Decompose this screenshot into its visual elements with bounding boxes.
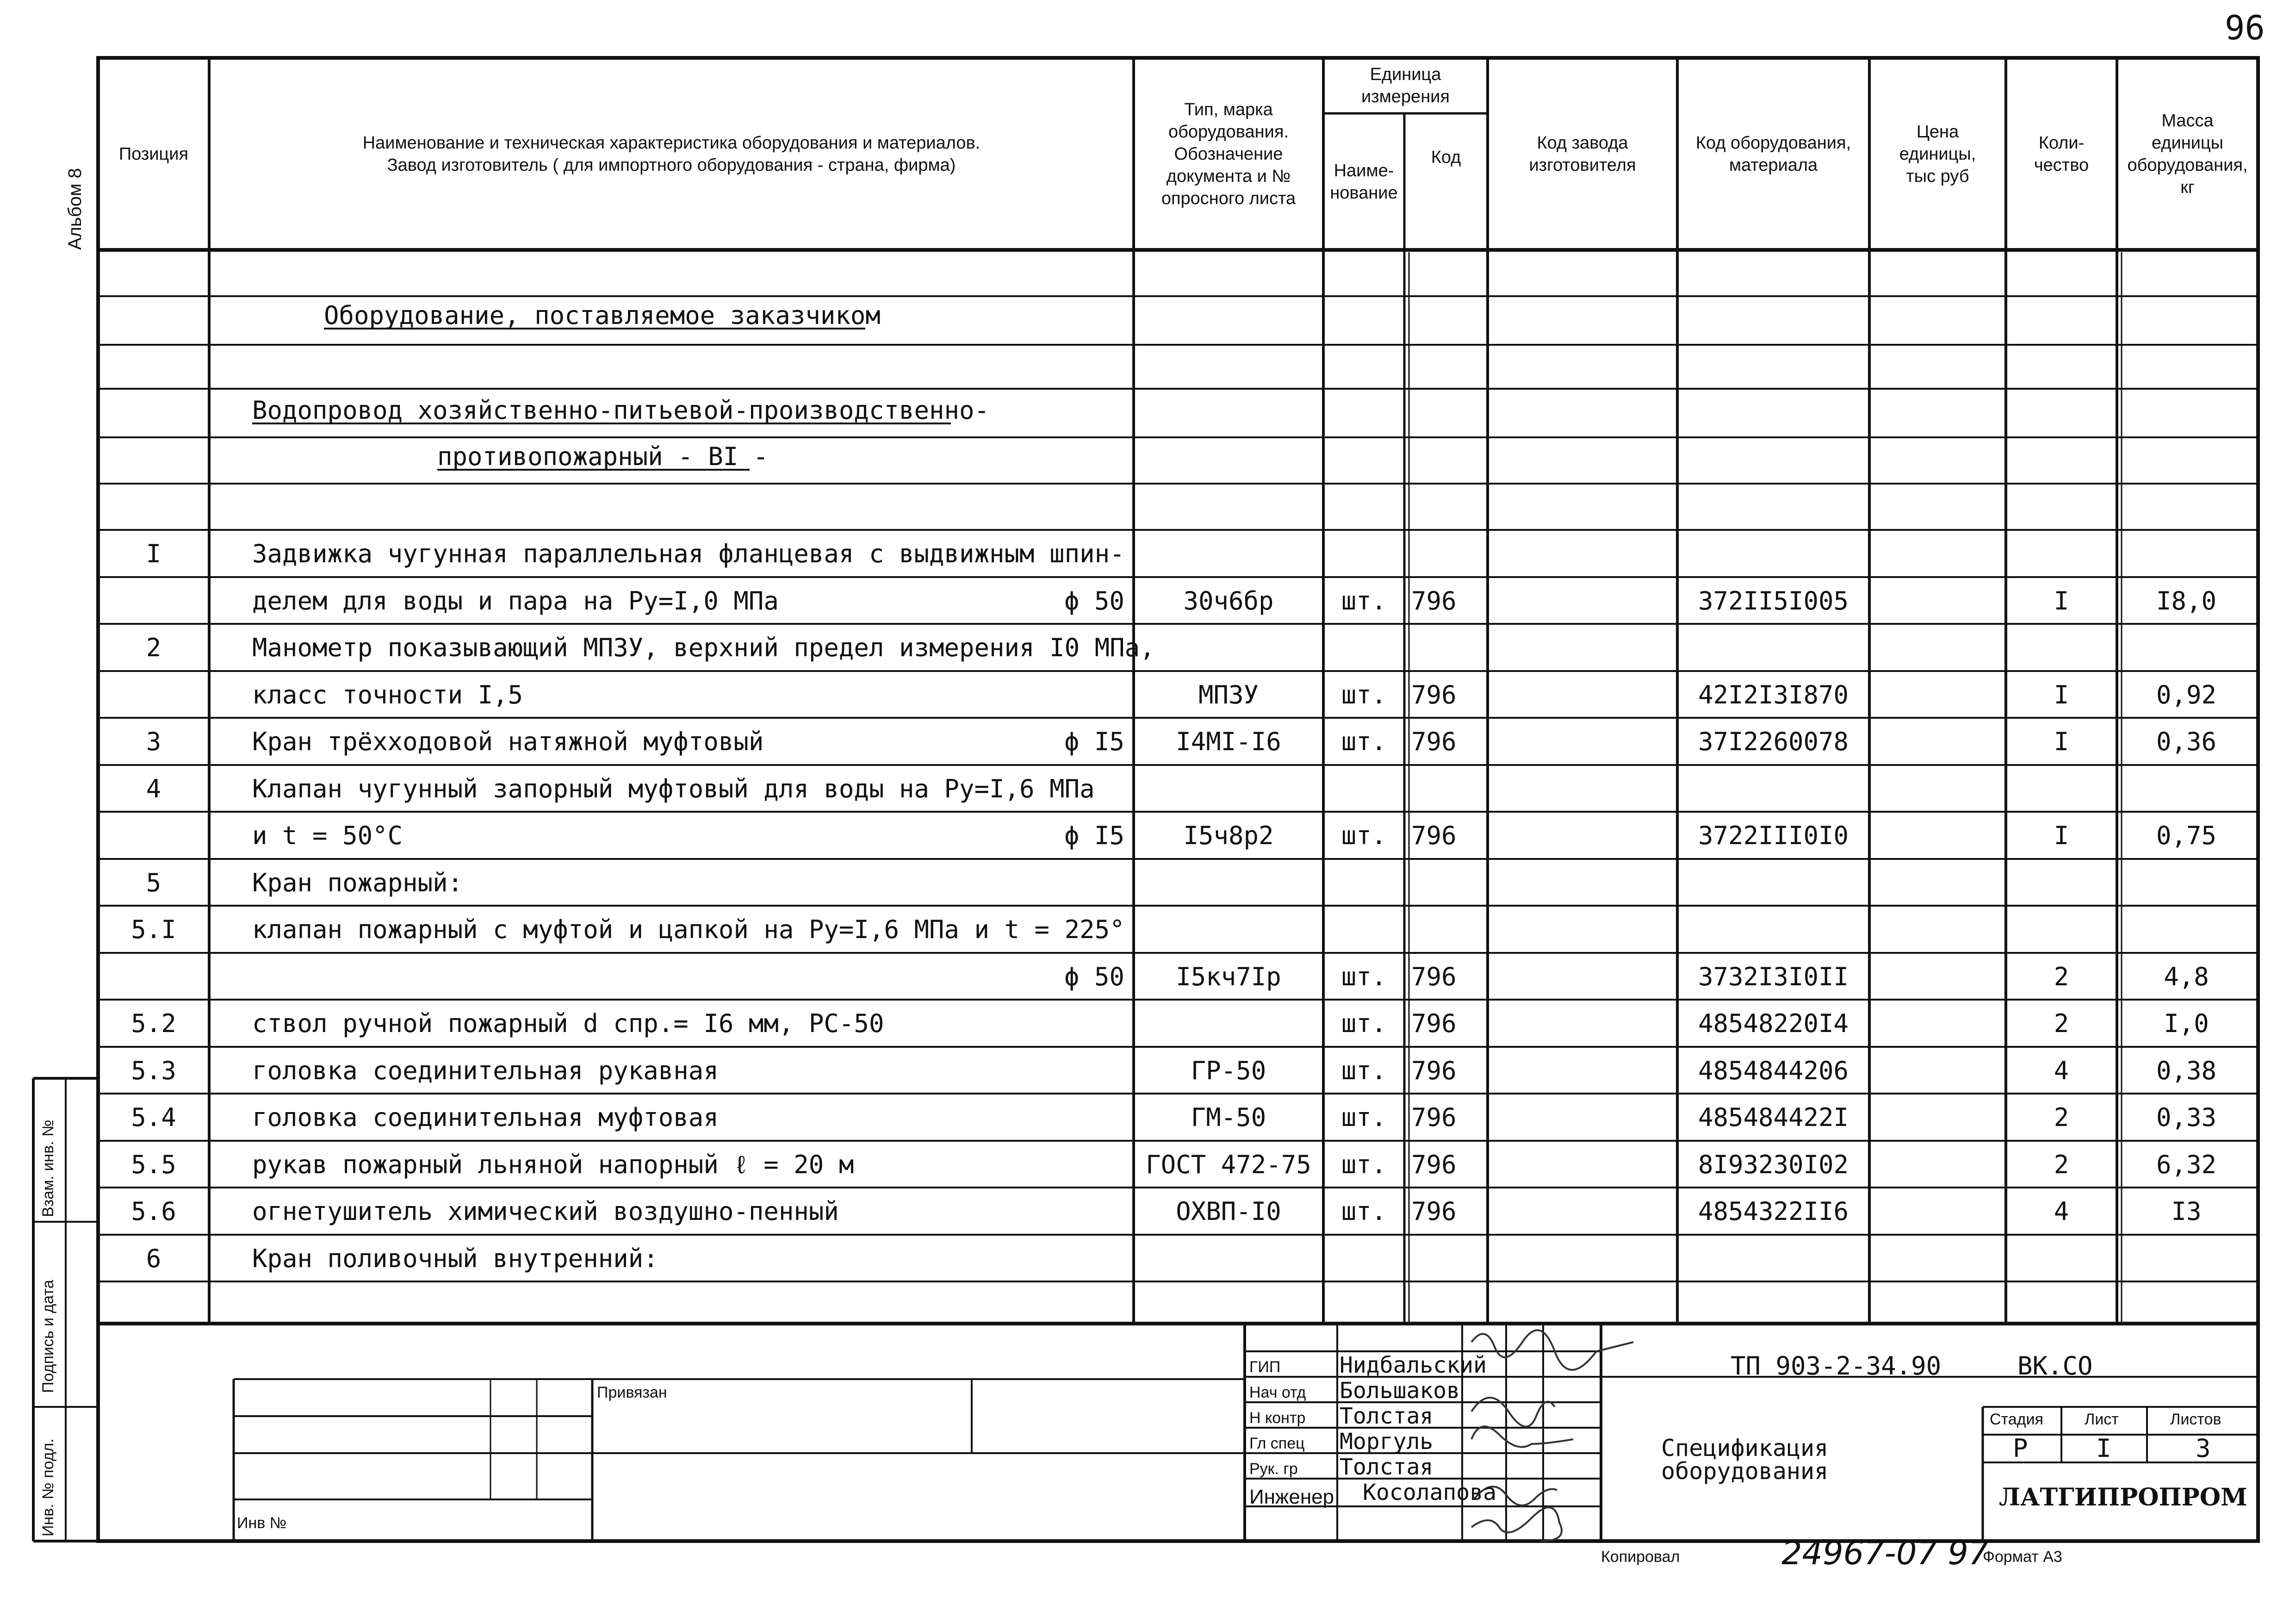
cell-unit: шт.: [1341, 1197, 1387, 1226]
cell-unit: шт.: [1341, 1103, 1387, 1132]
title-role: ГИП: [1249, 1358, 1281, 1376]
cell-mass: 0,33: [2156, 1103, 2217, 1132]
table-row: [0, 765, 2296, 812]
cell-equip-code: 37I2260078: [1698, 727, 1849, 756]
cell-type: I4MI-I6: [1176, 727, 1281, 756]
cell-type: ГР-50: [1191, 1056, 1266, 1085]
table-row: [0, 577, 2296, 624]
stage-value: Р: [2013, 1434, 2028, 1463]
cell-position: 2: [146, 633, 161, 662]
cell-name: Кран пожарный:: [252, 868, 463, 897]
col-header-unit-code: Код: [1431, 148, 1461, 167]
col-header-plant-code: Код завода изготовителя: [1529, 133, 1636, 175]
cell-name: головка соединительная муфтовая: [252, 1103, 719, 1132]
title-role: Рук. гр: [1249, 1460, 1298, 1478]
title-signer-name: Толстая: [1340, 1454, 1433, 1480]
cell-qty: I: [2054, 586, 2069, 616]
cell-name: Кран поливочный внутренний:: [252, 1244, 658, 1273]
cell-equip-code: 4854844206: [1698, 1056, 1849, 1085]
cell-diameter: ϕ 50: [1064, 586, 1124, 616]
doc-title-2: оборудования: [1661, 1458, 1829, 1485]
cell-unit-code: 796: [1411, 586, 1457, 616]
cell-type: ОХВП-I0: [1176, 1197, 1281, 1226]
cell-position: 5.5: [131, 1150, 176, 1179]
cell-name: рукав пожарный льняной напорный ℓ = 20 м: [252, 1150, 854, 1179]
table-row: [0, 906, 2296, 953]
cell-name: Клапан чугунный запорный муфтовый для воды на Ру=I,6 МПа: [252, 774, 1095, 803]
cell-position: 3: [146, 727, 161, 756]
table-row: [0, 1188, 2296, 1235]
table-row: [0, 812, 2296, 859]
title-role: Нач отд: [1249, 1384, 1306, 1401]
cell-mass: I8,0: [2156, 586, 2217, 616]
cell-equip-code: 42I2I3I870: [1698, 680, 1849, 709]
side-label-podpis: Подпись и дата: [39, 1280, 57, 1393]
cell-qty: 4: [2054, 1197, 2069, 1226]
cell-qty: I: [2054, 727, 2069, 756]
side-label-vzam: Взам. инв. №: [39, 1119, 57, 1217]
cell-equip-code: 3722III0I0: [1698, 821, 1849, 850]
table-row: [0, 859, 2296, 906]
sheets-label: Листов: [2170, 1411, 2222, 1428]
cell-name: ствол ручной пожарный d спр.= I6 мм, РС-50: [252, 1009, 884, 1038]
title-signer-name: Большаков: [1340, 1378, 1460, 1404]
cell-qty: I: [2054, 680, 2069, 709]
doc-code: ТП 903-2-34.90: [1731, 1351, 1942, 1380]
cell-unit: шт.: [1341, 727, 1387, 756]
cell-diameter: ϕ I5: [1064, 727, 1124, 756]
doc-title-1: Спецификация: [1661, 1435, 1829, 1461]
cell-equip-code: 372II5I005: [1698, 586, 1849, 616]
cell-name: Манометр показывающий МПЗУ, верхний предел измерения I0 МПа,: [252, 633, 1155, 662]
cell-qty: 2: [2054, 962, 2069, 991]
title-signer-name: Косолапова: [1363, 1480, 1496, 1505]
cell-position: 4: [146, 774, 161, 803]
cell-unit-code: 796: [1411, 1103, 1457, 1132]
table-row: [0, 530, 2296, 577]
org-name: ЛАТГИПРОПРОМ: [1999, 1483, 2247, 1511]
cell-qty: 2: [2054, 1009, 2069, 1038]
cell-unit: шт.: [1341, 680, 1387, 709]
col-header-position: Позиция: [118, 144, 189, 164]
col-header-qty: Коли- чество: [2034, 133, 2089, 175]
table-row: [0, 1047, 2296, 1094]
cell-position: 5.6: [131, 1197, 176, 1226]
cell-equip-code: 8I93230I02: [1698, 1150, 1849, 1179]
cell-qty: 2: [2054, 1103, 2069, 1132]
cell-equip-code: 3732I3I0II: [1698, 962, 1849, 991]
cell-unit: шт.: [1341, 1009, 1387, 1038]
sheets-value: 3: [2196, 1434, 2211, 1463]
table-row: [0, 953, 2296, 1000]
col-header-unit-name: Наиме- нование: [1330, 161, 1398, 203]
cell-type: ГОСТ 472-75: [1146, 1150, 1311, 1179]
title-role: Н контр: [1249, 1409, 1306, 1427]
title-role: Инженер: [1249, 1486, 1334, 1508]
cell-equip-code: 485484422I: [1698, 1103, 1849, 1132]
cell-name: огнетушитель химический воздушно-пенный: [252, 1197, 839, 1226]
cell-position: 5.2: [131, 1009, 176, 1038]
cell-name: делем для воды и пара на Ру=I,0 МПа: [252, 586, 779, 616]
cell-unit-code: 796: [1411, 821, 1457, 850]
table-row: [0, 624, 2296, 671]
side-label-inv: Инв. № подл.: [39, 1438, 57, 1536]
cell-position: 5: [146, 868, 161, 897]
col-header-equip-code: Код оборудования, материала: [1695, 133, 1851, 175]
cell-position: 6: [146, 1244, 161, 1273]
cell-unit-code: 796: [1411, 680, 1457, 709]
cell-name: головка соединительная рукавная: [252, 1056, 719, 1085]
title-signer-name: Моргуль: [1340, 1429, 1433, 1455]
table-row: [0, 1000, 2296, 1047]
section-title-water-2: противопожарный - BI -: [437, 442, 769, 471]
archive-number: 24967-07 97: [1781, 1534, 1989, 1572]
cell-type: I5ч8р2: [1183, 821, 1274, 850]
table-row: [0, 1141, 2296, 1188]
col-header-type: Тип, марка оборудования. Обозначение документа и № опросного листа: [1161, 99, 1296, 208]
table-row: [0, 1235, 2296, 1282]
cell-mass: 4,8: [2164, 962, 2209, 991]
table-row: [0, 1094, 2296, 1141]
copied-label: Копировал: [1601, 1548, 1680, 1566]
cell-mass: I3: [2171, 1197, 2202, 1226]
title-signer-name: Толстая: [1340, 1403, 1433, 1429]
cell-unit: шт.: [1341, 821, 1387, 850]
cell-position: 5.3: [131, 1056, 176, 1085]
cell-unit: шт.: [1341, 1056, 1387, 1085]
cell-name: класс точности I,5: [252, 680, 523, 709]
cell-mass: I,0: [2164, 1009, 2209, 1038]
doc-mark: ВК.СО: [2017, 1351, 2093, 1380]
cell-diameter: ϕ I5: [1064, 821, 1124, 850]
cell-mass: 0,38: [2156, 1056, 2217, 1085]
sheet-label: Лист: [2085, 1411, 2119, 1428]
col-header-unit-group: Единица измерения: [1361, 65, 1450, 106]
sheet-number: 96: [2225, 8, 2265, 47]
section-title-water-1: Водопровод хозяйственно-питьевой-производственно-: [252, 396, 990, 425]
signatures: [1471, 1330, 1633, 1541]
cell-unit: шт.: [1341, 962, 1387, 991]
cell-position: I: [146, 539, 161, 568]
cell-type: 30ч6бр: [1183, 586, 1274, 616]
cell-mass: 0,75: [2156, 821, 2217, 850]
cell-unit: шт.: [1341, 586, 1387, 616]
cell-unit-code: 796: [1411, 1009, 1457, 1038]
cell-mass: 6,32: [2156, 1150, 2217, 1179]
inv-no-label: Инв №: [237, 1514, 287, 1532]
col-header-name: Наименование и техническая характеристика оборудования и материалов. Завод изготовитель ( для импортного оборудования - страна, фирма): [362, 133, 980, 175]
cell-type: I5кч7Iр: [1176, 962, 1281, 991]
table-row: [0, 671, 2296, 718]
cell-equip-code: 4854322II6: [1698, 1197, 1849, 1226]
cell-unit-code: 796: [1411, 1056, 1457, 1085]
cell-type: МПЗУ: [1198, 680, 1259, 709]
privyazan-label: Привязан: [597, 1384, 667, 1401]
cell-unit: шт.: [1341, 1150, 1387, 1179]
cell-equip-code: 48548220I4: [1698, 1009, 1849, 1038]
col-header-price: Цена единицы, тыс руб: [1899, 122, 1976, 186]
cell-unit-code: 796: [1411, 727, 1457, 756]
cell-name: и t = 50°C: [252, 821, 403, 850]
format-label: Формат А3: [1983, 1548, 2062, 1566]
cell-name: Задвижка чугунная параллельная фланцевая с выдвижным шпин-: [252, 539, 1125, 568]
album-label: Альбом 8: [65, 168, 85, 250]
cell-qty: 4: [2054, 1056, 2069, 1085]
section-title-customer: Оборудование, поставляемое заказчиком: [324, 301, 881, 330]
cell-position: 5.I: [131, 915, 176, 944]
cell-name: Кран трёхходовой натяжной муфтовый: [252, 727, 764, 756]
table-row: [0, 718, 2296, 765]
cell-unit-code: 796: [1411, 1197, 1457, 1226]
title-role: Гл спец: [1249, 1435, 1305, 1452]
cell-unit-code: 796: [1411, 1150, 1457, 1179]
cell-qty: I: [2054, 821, 2069, 850]
sheet-value: I: [2096, 1434, 2111, 1463]
col-header-mass: Масса единицы оборудования, кг: [2127, 111, 2248, 197]
cell-diameter: ϕ 50: [1064, 962, 1124, 991]
cell-unit-code: 796: [1411, 962, 1457, 991]
cell-qty: 2: [2054, 1150, 2069, 1179]
title-signer-name: Нидбальский: [1340, 1352, 1487, 1378]
cell-position: 5.4: [131, 1103, 176, 1132]
cell-mass: 0,92: [2156, 680, 2217, 709]
cell-name: клапан пожарный с муфтой и цапкой на Ру=I,6 МПа и t = 225°: [252, 915, 1125, 944]
cell-type: ГМ-50: [1191, 1103, 1266, 1132]
cell-mass: 0,36: [2156, 727, 2217, 756]
stage-label: Стадия: [1990, 1411, 2043, 1428]
